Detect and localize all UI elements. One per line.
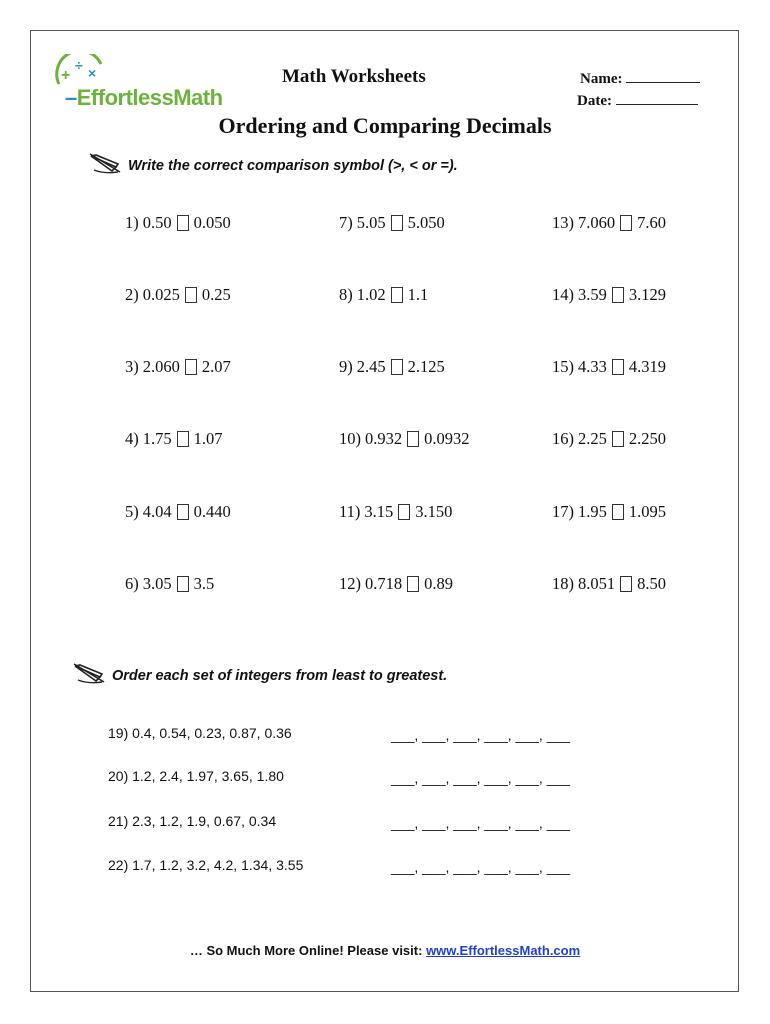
right-value: 1.07 [193,429,223,448]
right-value: 0.89 [424,574,453,593]
right-value: 2.125 [407,357,445,376]
question-number: 13) [552,213,574,232]
pencil-icon [88,152,122,174]
answer-box[interactable] [185,359,197,375]
svg-text:×: × [88,65,97,81]
comparison-question [339,429,470,449]
left-value: 0.50 [142,213,172,232]
comparison-question [125,429,223,449]
right-value: 0.050 [193,213,231,232]
left-value: 4.04 [142,502,172,521]
question-number: 8) [339,285,353,304]
comparison-question [552,574,666,594]
question-number: 1) [125,213,139,232]
left-value: 2.25 [578,429,607,448]
left-value: 3.59 [578,285,607,304]
question-number: 7) [339,213,353,232]
question-number: 2) [125,285,139,304]
answer-box[interactable] [612,359,624,375]
number-set: 0.4, 0.54, 0.23, 0.87, 0.36 [132,725,292,741]
comparison-question [339,357,445,377]
left-value: 1.95 [578,502,607,521]
right-value: 5.050 [407,213,445,232]
right-value: 1.1 [407,285,429,304]
date-field[interactable]: Date: [577,92,698,110]
answer-box[interactable] [620,215,632,231]
question-number: 20) [108,768,133,784]
effortlessmath-logo [51,54,241,110]
answer-box[interactable] [177,431,189,447]
right-value: 3.150 [415,502,453,521]
question-number: 15) [552,357,574,376]
left-value: 1.02 [356,285,386,304]
answer-box[interactable] [185,287,197,303]
worksheet-title: Math Worksheets [282,66,426,87]
svg-text:+: + [61,67,71,84]
page-title: Ordering and Comparing Decimals [218,113,552,138]
number-set: 2.3, 1.2, 1.9, 0.67, 0.34 [132,813,277,829]
answer-box[interactable] [391,359,403,375]
left-value: 2.45 [356,357,386,376]
question-number: 4) [125,429,139,448]
left-value: 8.051 [578,574,616,593]
right-value: 4.319 [628,357,666,376]
comparison-question [125,357,231,377]
answer-box[interactable] [612,504,624,520]
left-value: 4.33 [578,357,607,376]
right-value: 7.60 [637,213,666,232]
comparison-question [552,213,666,233]
instruction-1: Write the correct comparison symbol (>, < or =). [128,158,458,174]
question-number: 18) [552,574,574,593]
answer-box[interactable] [612,287,624,303]
answer-blanks[interactable]: ___, ___, ___, ___, ___, ___ [391,727,571,743]
answer-box[interactable] [177,215,189,231]
question-number: 3) [125,357,139,376]
comparison-question [125,574,214,594]
question-number: 17) [552,502,574,521]
question-number: 21) [108,813,133,829]
answer-box[interactable] [391,287,403,303]
comparison-question [125,285,231,305]
right-value: 2.250 [628,429,666,448]
svg-text:÷: ÷ [75,57,83,73]
comparison-question [339,502,452,522]
left-value: 3.15 [364,502,394,521]
comparison-question [125,502,231,522]
left-value: 0.025 [142,285,180,304]
right-value: 8.50 [637,574,666,593]
answer-box[interactable] [612,431,624,447]
question-number: 10) [339,429,361,448]
name-blank[interactable] [626,70,700,83]
answer-blanks[interactable]: ___, ___, ___, ___, ___, ___ [391,770,571,786]
question-number: 19) [108,725,133,741]
comparison-question [339,213,445,233]
right-value: 0.0932 [424,429,470,448]
number-set: 1.2, 2.4, 1.97, 3.65, 1.80 [132,768,284,784]
question-number: 11) [339,502,361,521]
logo-text: –EffortlessMath [65,85,223,110]
answer-blanks[interactable]: ___, ___, ___, ___, ___, ___ [391,859,571,875]
comparison-question [552,429,666,449]
comparison-question [125,213,231,233]
ordering-question [108,813,276,829]
right-value: 3.129 [628,285,666,304]
ordering-question [108,768,284,784]
answer-blanks[interactable]: ___, ___, ___, ___, ___, ___ [391,815,571,831]
comparison-question [339,285,428,305]
comparison-question [552,285,666,305]
right-value: 1.095 [628,502,666,521]
right-value: 3.5 [193,574,215,593]
answer-box[interactable] [620,576,632,592]
date-blank[interactable] [616,92,698,105]
question-number: 6) [125,574,139,593]
name-field[interactable]: Name: [580,70,700,88]
right-value: 0.440 [193,502,231,521]
question-number: 16) [552,429,574,448]
left-value: 7.060 [578,213,616,232]
comparison-question [552,502,666,522]
answer-box[interactable] [407,431,419,447]
answer-box[interactable] [407,576,419,592]
footer: … So Much More Online! Please visit: www.EffortlessMath.com [189,943,581,958]
left-value: 5.05 [356,213,386,232]
comparison-question [552,357,666,377]
ordering-question [108,857,303,873]
right-value: 0.25 [201,285,231,304]
question-number: 14) [552,285,574,304]
question-number: 22) [108,857,133,873]
instruction-2: Order each set of integers from least to greatest. [112,668,447,684]
footer-link[interactable]: www.EffortlessMath.com [426,943,581,958]
left-value: 1.75 [142,429,172,448]
question-number: 5) [125,502,139,521]
left-value: 3.05 [142,574,172,593]
left-value: 0.718 [365,574,403,593]
left-value: 2.060 [142,357,180,376]
question-number: 9) [339,357,353,376]
answer-box[interactable] [177,504,189,520]
answer-box[interactable] [391,215,403,231]
number-set: 1.7, 1.2, 3.2, 4.2, 1.34, 3.55 [132,857,304,873]
left-value: 0.932 [365,429,403,448]
ordering-question [108,725,292,741]
pencil-icon [72,662,106,684]
answer-box[interactable] [398,504,410,520]
question-number: 12) [339,574,361,593]
comparison-question [339,574,453,594]
right-value: 2.07 [201,357,231,376]
answer-box[interactable] [177,576,189,592]
